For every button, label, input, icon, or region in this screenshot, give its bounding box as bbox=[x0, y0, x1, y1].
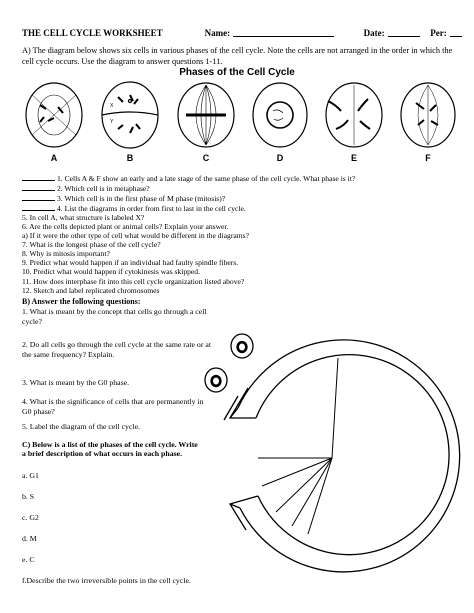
small-cell-icons bbox=[205, 334, 253, 392]
question-item: a) If it were the other type of cell what would be different in the diagrams? bbox=[22, 231, 249, 241]
answer-blank[interactable] bbox=[22, 173, 55, 181]
question-item: 12. Sketch and label replicated chromosomes bbox=[22, 285, 160, 295]
section-b-item: 3. What is meant by the G0 phase. bbox=[22, 378, 130, 387]
question-item: 4. List the diagrams in order from first to last in the cell cycle. bbox=[22, 203, 462, 213]
answer-blank[interactable] bbox=[22, 203, 55, 211]
question-item: 10. Predict what would happen if cytokinesis was skipped. bbox=[22, 267, 201, 277]
cycle-divisions bbox=[258, 358, 338, 534]
phase-g1: a. G1 bbox=[22, 471, 39, 480]
section-c-heading: C) Below is a list of the phases of the cell cycle. Write a brief description of what occurs in each phase. bbox=[22, 440, 198, 459]
section-b-item: 1. What is meant by the concept that cells go through a cell cycle? bbox=[22, 307, 207, 326]
phase-m: d. M bbox=[22, 534, 37, 543]
cell-label-f: F bbox=[425, 153, 431, 163]
cell-label-c: C bbox=[202, 153, 210, 163]
name-label: Name: bbox=[204, 28, 231, 38]
figure-title: Phases of the Cell Cycle bbox=[179, 67, 295, 78]
question-item: 11. How does interphase fit into this cell cycle organization listed above? bbox=[22, 276, 245, 286]
cell-c-drawing bbox=[178, 83, 234, 147]
cell-b-label-y: Y bbox=[110, 119, 114, 125]
worksheet-title: THE CELL CYCLE WORKSHEET bbox=[22, 28, 163, 38]
answer-blank[interactable] bbox=[22, 193, 55, 201]
phase-g2: c. G2 bbox=[22, 513, 39, 522]
question-item: 2. Which cell is in metaphase? bbox=[22, 183, 462, 193]
date-label: Date: bbox=[363, 28, 385, 38]
cell-a-drawing bbox=[26, 83, 82, 147]
cell-label-d: D bbox=[276, 153, 284, 163]
question-item: 3. Which cell is in the first phase of M phase (mitosis)? bbox=[22, 193, 462, 203]
cell-label-e: E bbox=[350, 153, 358, 163]
cell-label-b: B bbox=[126, 153, 134, 163]
intro-text: A) The diagram below shows six cells in various phases of the cell cycle. Note the cells are not arranged in the order in which the cell cycle occurs. Use the diagram to answer questions 1-11. bbox=[22, 46, 453, 66]
cell-f-drawing bbox=[401, 83, 455, 147]
question-list bbox=[22, 173, 462, 295]
cell-phases-figure bbox=[18, 77, 458, 173]
section-b-item: 2. Do all cells go through the cell cycle at the same rate or at the same frequency? Explain. bbox=[22, 340, 212, 359]
cell-e-drawing bbox=[326, 83, 382, 147]
question-item: 1. Cells A & F show an early and a late stage of the same phase of the cell cycle. What phase is it? bbox=[22, 173, 462, 183]
question-item: 5. In cell A, what structure is labeled X? bbox=[22, 213, 145, 223]
cycle-inner-ring bbox=[256, 355, 449, 555]
phase-s: b. S bbox=[22, 492, 35, 501]
section-b-item: 4. What is the significance of cells that are permanently in G0 phase? bbox=[22, 397, 204, 416]
cycle-arrow-bottom bbox=[230, 496, 258, 530]
cell-cycle-diagram bbox=[200, 318, 470, 608]
answer-blank[interactable] bbox=[22, 183, 55, 191]
cell-label-a: A bbox=[50, 153, 58, 163]
cell-d-drawing bbox=[253, 83, 307, 147]
per-label: Per: bbox=[430, 28, 447, 38]
worksheet-header bbox=[22, 28, 462, 38]
phase-c: e. C bbox=[22, 555, 35, 564]
section-b-item: 5. Label the diagram of the cell cycle. bbox=[22, 422, 140, 431]
question-item: 8. Why is mitosis important? bbox=[22, 249, 110, 259]
section-c-final-question: f.Describe the two irreversible points in the cell cycle. bbox=[22, 576, 191, 585]
cell-b-label-x: X bbox=[110, 103, 114, 109]
question-item: 6. Are the cells depicted plant or animal cells? Explain your answer. bbox=[22, 222, 229, 232]
question-item: 9. Predict what would happen if an individual had faulty spindle fibers. bbox=[22, 258, 239, 268]
cycle-outer-ring bbox=[238, 340, 460, 572]
per-field[interactable] bbox=[450, 28, 462, 37]
section-b-heading: B) Answer the following questions: bbox=[22, 297, 141, 306]
question-item: 7. What is the longest phase of the cell cycle? bbox=[22, 240, 161, 250]
name-field[interactable] bbox=[233, 28, 334, 37]
cell-b-drawing bbox=[102, 82, 158, 148]
date-field[interactable] bbox=[388, 28, 421, 37]
